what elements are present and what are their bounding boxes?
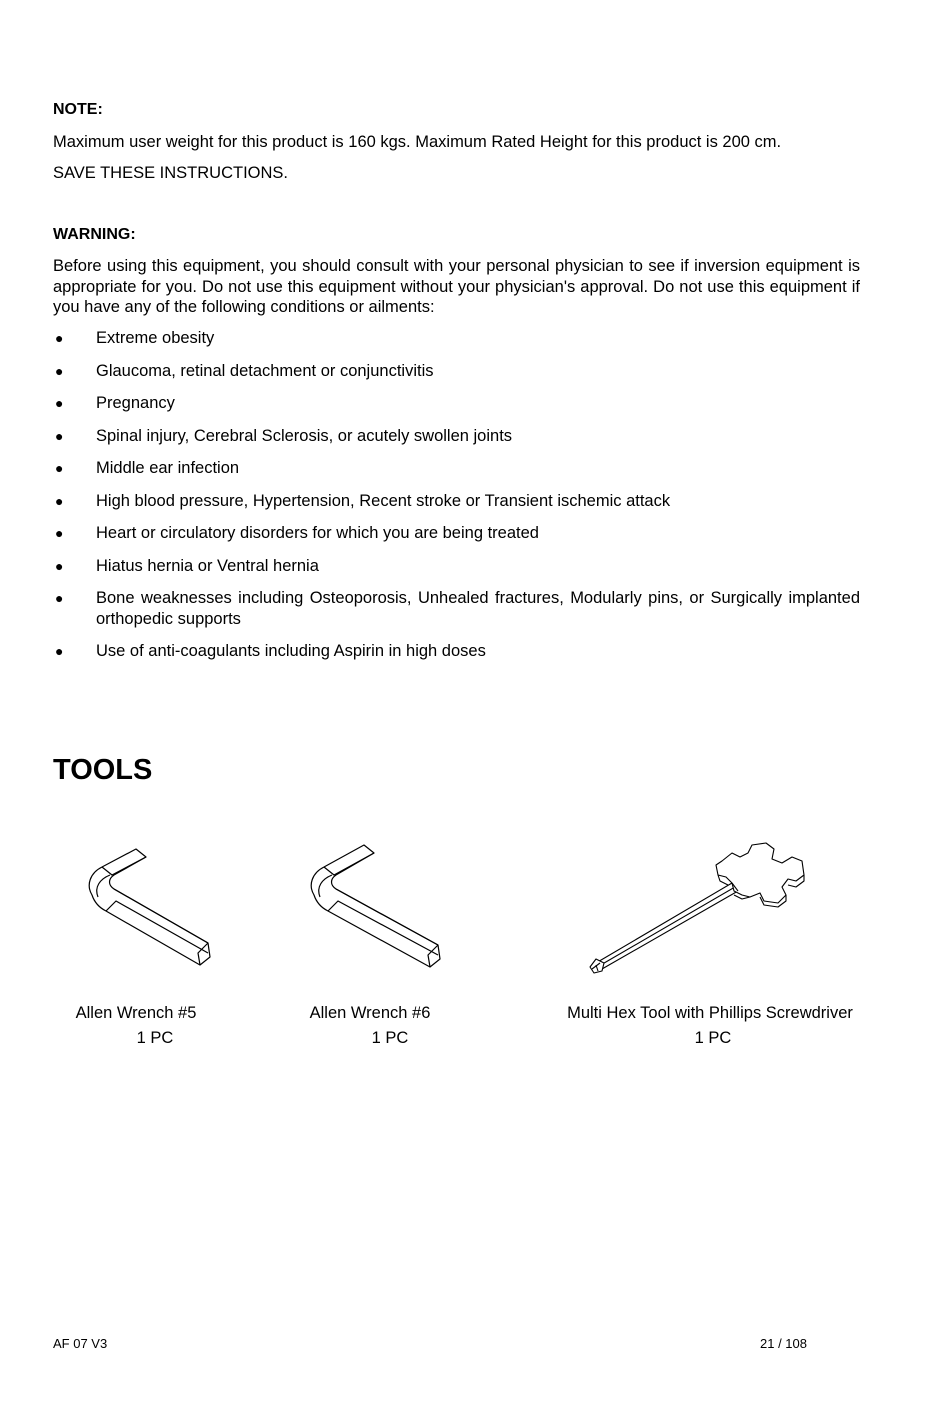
tools-heading: TOOLS bbox=[53, 754, 153, 786]
note-heading: NOTE: bbox=[53, 101, 103, 118]
multi-hex-tool-icon bbox=[582, 835, 812, 975]
bullet-icon: ● bbox=[55, 460, 64, 476]
tool-quantity: 1 PC bbox=[371, 1029, 409, 1047]
list-item: ● Hiatus hernia or Ventral hernia bbox=[55, 556, 319, 575]
bullet-icon: ● bbox=[55, 643, 64, 659]
bullet-icon: ● bbox=[55, 492, 64, 509]
list-item: ● Bone weaknesses including Osteoporosis, Unhealed fractures, Modularly pins, or Surgically implanted orthopedic supports bbox=[55, 589, 860, 628]
document-code: AF 07 V3 bbox=[53, 1336, 108, 1351]
conditions-list bbox=[53, 328, 860, 674]
warning-paragraph: Before using this equipment, you should consult with your personal physician to see if inversion equipment is appropriate for you. Do not use this equipment without your physician's approval. Do not use this equipment if you have any of the following conditions or ailments: bbox=[53, 257, 860, 316]
list-item: ● Extreme obesity bbox=[55, 329, 215, 347]
tool-name: Allen Wrench #5 bbox=[75, 1004, 197, 1022]
bullet-icon: ● bbox=[55, 395, 64, 411]
bullet-icon: ● bbox=[55, 525, 64, 541]
bullet-icon: ● bbox=[55, 330, 64, 346]
bullet-icon: ● bbox=[55, 590, 64, 606]
list-item: ● Middle ear infection bbox=[55, 459, 240, 477]
note-weight-text: Maximum user weight for this product is 160 kgs. Maximum Rated Height for this product is 200 cm. bbox=[53, 133, 782, 151]
list-item: ● Spinal injury, Cerebral Sclerosis, or acutely swollen joints bbox=[55, 426, 513, 445]
note-save-text: SAVE THESE INSTRUCTIONS. bbox=[53, 164, 289, 182]
tool-name: Allen Wrench #6 bbox=[309, 1004, 431, 1022]
tool-quantity: 1 PC bbox=[136, 1029, 174, 1047]
allen-wrench-icon bbox=[80, 835, 220, 975]
page-number: 21 / 108 bbox=[760, 1336, 807, 1351]
list-item: ● Glaucoma, retinal detachment or conjunctivitis bbox=[55, 361, 434, 380]
list-item: ● High blood pressure, Hypertension, Recent stroke or Transient ischemic attack bbox=[55, 491, 671, 510]
list-item: ● Heart or circulatory disorders for which you are being treated bbox=[55, 524, 539, 542]
allen-wrench-icon bbox=[302, 835, 452, 975]
list-item: ● Pregnancy bbox=[55, 394, 175, 412]
warning-heading: WARNING: bbox=[53, 226, 136, 243]
tool-quantity: 1 PC bbox=[694, 1029, 732, 1047]
bullet-icon: ● bbox=[55, 362, 64, 379]
tool-name: Multi Hex Tool with Phillips Screwdriver bbox=[567, 1004, 853, 1022]
bullet-icon: ● bbox=[55, 427, 64, 444]
list-item: ● Use of anti-coagulants including Aspirin in high doses bbox=[55, 642, 486, 660]
bullet-icon: ● bbox=[55, 557, 64, 574]
